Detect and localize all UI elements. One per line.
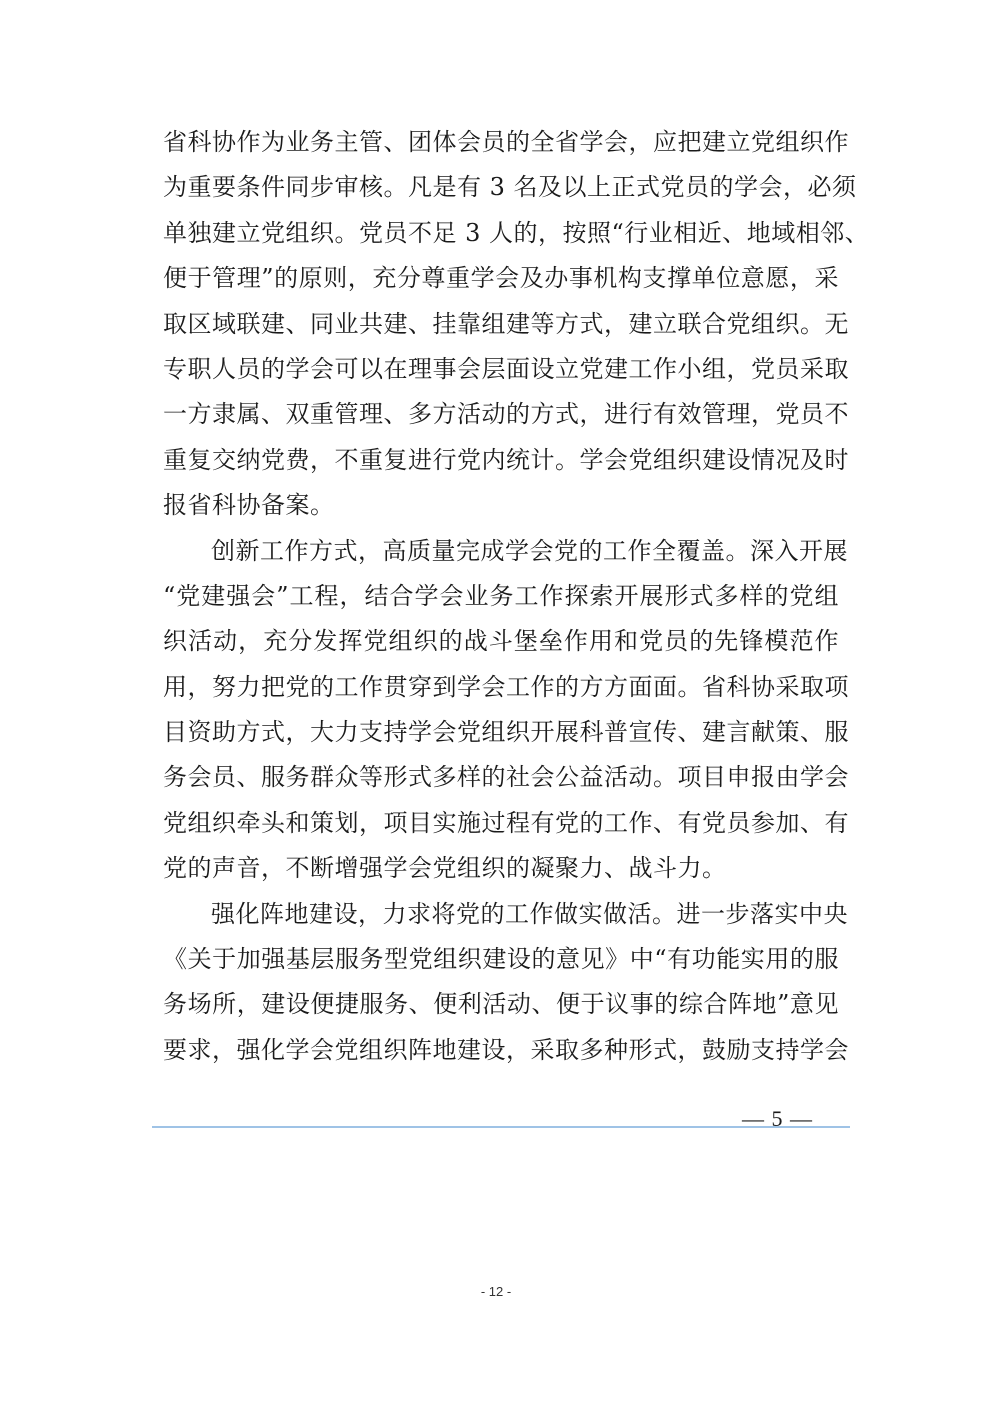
sheet-number: - 12 - [480, 1284, 512, 1299]
paragraph-first-line: 强化阵地建设，力求将党的工作做实做活。进一步落实中央 [211, 899, 848, 928]
text-line: 用，努力把党的工作贯穿到学会工作的方方面面。省科协采取项 [163, 672, 849, 701]
text-line: 省科协作为业务主管、团体会员的全省学会，应把建立党组织作 [163, 128, 849, 156]
text-line: 便于管理”的原则，充分尊重学会及办事机构支撑单位意愿，采 [163, 264, 839, 293]
text-line: 党组织牵头和策划，项目实施过程有党的工作、有党员参加、有 [163, 808, 849, 837]
text-line: 取区域联建、同业共建、挂靠组建等方式，建立联合党组织。无 [163, 309, 849, 338]
text-line: 报省科协备案。 [163, 491, 335, 520]
text-line: 单独建立党组织。党员不足 3 人的，按照“行业相近、地域相邻、 [163, 218, 870, 247]
text-line: 目资助方式，大力支持学会党组织开展科普宣传、建言献策、服 [163, 718, 849, 747]
footer-divider [152, 1126, 850, 1128]
paragraph-first-line: 创新工作方式，高质量完成学会党的工作全覆盖。深入开展 [211, 536, 848, 565]
text-line: 为重要条件同步审核。凡是有 3 名及以上正式党员的学会，必须 [163, 173, 857, 202]
text-line: 织活动，充分发挥党组织的战斗堡垒作用和党员的先锋模范作 [163, 627, 839, 656]
text-line: 务会员、服务群众等形式多样的社会公益活动。项目申报由学会 [163, 763, 849, 792]
text-line: 一方隶属、双重管理、多方活动的方式，进行有效管理，党员不 [163, 400, 849, 429]
document-body [163, 120, 870, 1073]
page-number: — 5 — [742, 1106, 813, 1131]
text-line: 专职人员的学会可以在理事会层面设立党建工作小组，党员采取 [163, 354, 849, 383]
text-line: 要求，强化学会党组织阵地建设，采取多种形式，鼓励支持学会 [163, 1035, 849, 1064]
text-line: 党的声音，不断增强学会党组织的凝聚力、战斗力。 [163, 854, 727, 883]
text-line: “党建强会”工程，结合学会业务工作探索开展形式多样的党组 [163, 581, 839, 610]
text-line: 重复交纳党费，不重复进行党内统计。学会党组织建设情况及时 [163, 445, 849, 474]
text-line: 务场所，建设便捷服务、便利活动、便于议事的综合阵地”意见 [163, 990, 839, 1019]
text-line: 《关于加强基层服务型党组织建设的意见》中“有功能实用的服 [163, 945, 839, 974]
